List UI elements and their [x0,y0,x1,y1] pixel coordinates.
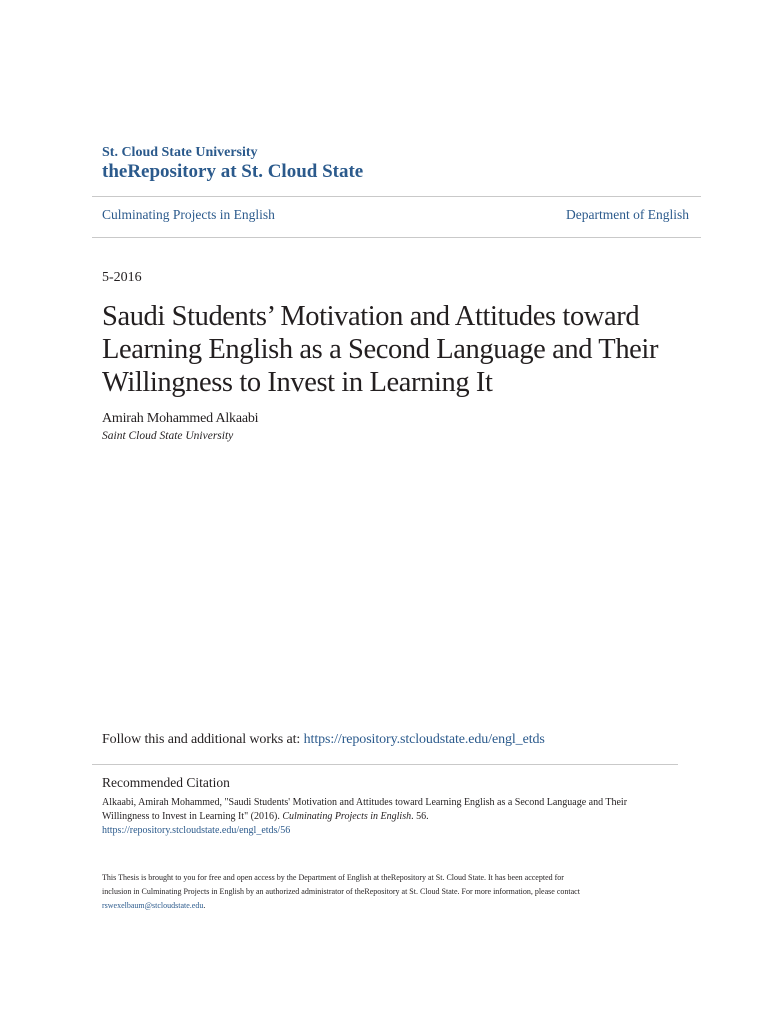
author-name: Amirah Mohammed Alkaabi [102,411,259,426]
notice-line: inclusion in Culminating Projects in English by an authorized administrator of theRepository at St. Cloud State. For more information, please contact [102,887,580,896]
citation-divider [92,764,678,765]
citation-url-link[interactable]: https://repository.stcloudstate.edu/engl_etds/56 [102,825,291,836]
header-divider-top [92,196,701,197]
header-divider-bottom [92,237,701,238]
notice-period: . [203,901,206,910]
citation-journal: Culminating Projects in English [282,811,412,822]
citation-line [102,810,682,824]
citation-line-2: Willingness to Invest in Learning It" (2016). [102,811,283,822]
recommended-citation-heading: Recommended Citation [102,775,230,790]
citation-number: . 56. [411,811,429,822]
author-affiliation: Saint Cloud State University [102,430,234,442]
citation-line: Alkaabi, Amirah Mohammed, "Saudi Students' Motivation and Attitudes toward Learning English as a Second Language and Their [102,797,628,808]
publication-date: 5-2016 [102,270,142,285]
notice-line: This Thesis is brought to you for free and open access by the Department of English at theRepository at St. Cloud State. It has been accepted for [102,873,564,882]
contact-email-link[interactable]: rswexelbaum@stcloudstate.edu [102,901,204,910]
follow-prefix: Follow this and additional works at: [102,732,304,747]
repository-name: theRepository at St. Cloud State [102,161,364,182]
follow-line [102,732,545,748]
paper-title [102,300,702,399]
collection-url-link[interactable]: https://repository.stcloudstate.edu/engl_etds [303,732,545,747]
collection-link[interactable]: Culminating Projects in English [102,207,275,222]
title-line: Willingness to Invest in Learning It [102,367,493,398]
citation-text [102,796,682,838]
access-notice [102,871,702,913]
title-line: Saudi Students’ Motivation and Attitudes toward [102,301,640,332]
title-line: Learning English as a Second Language and Their [102,334,659,365]
university-name: St. Cloud State University [102,145,258,160]
department-link[interactable]: Department of English [566,207,689,222]
